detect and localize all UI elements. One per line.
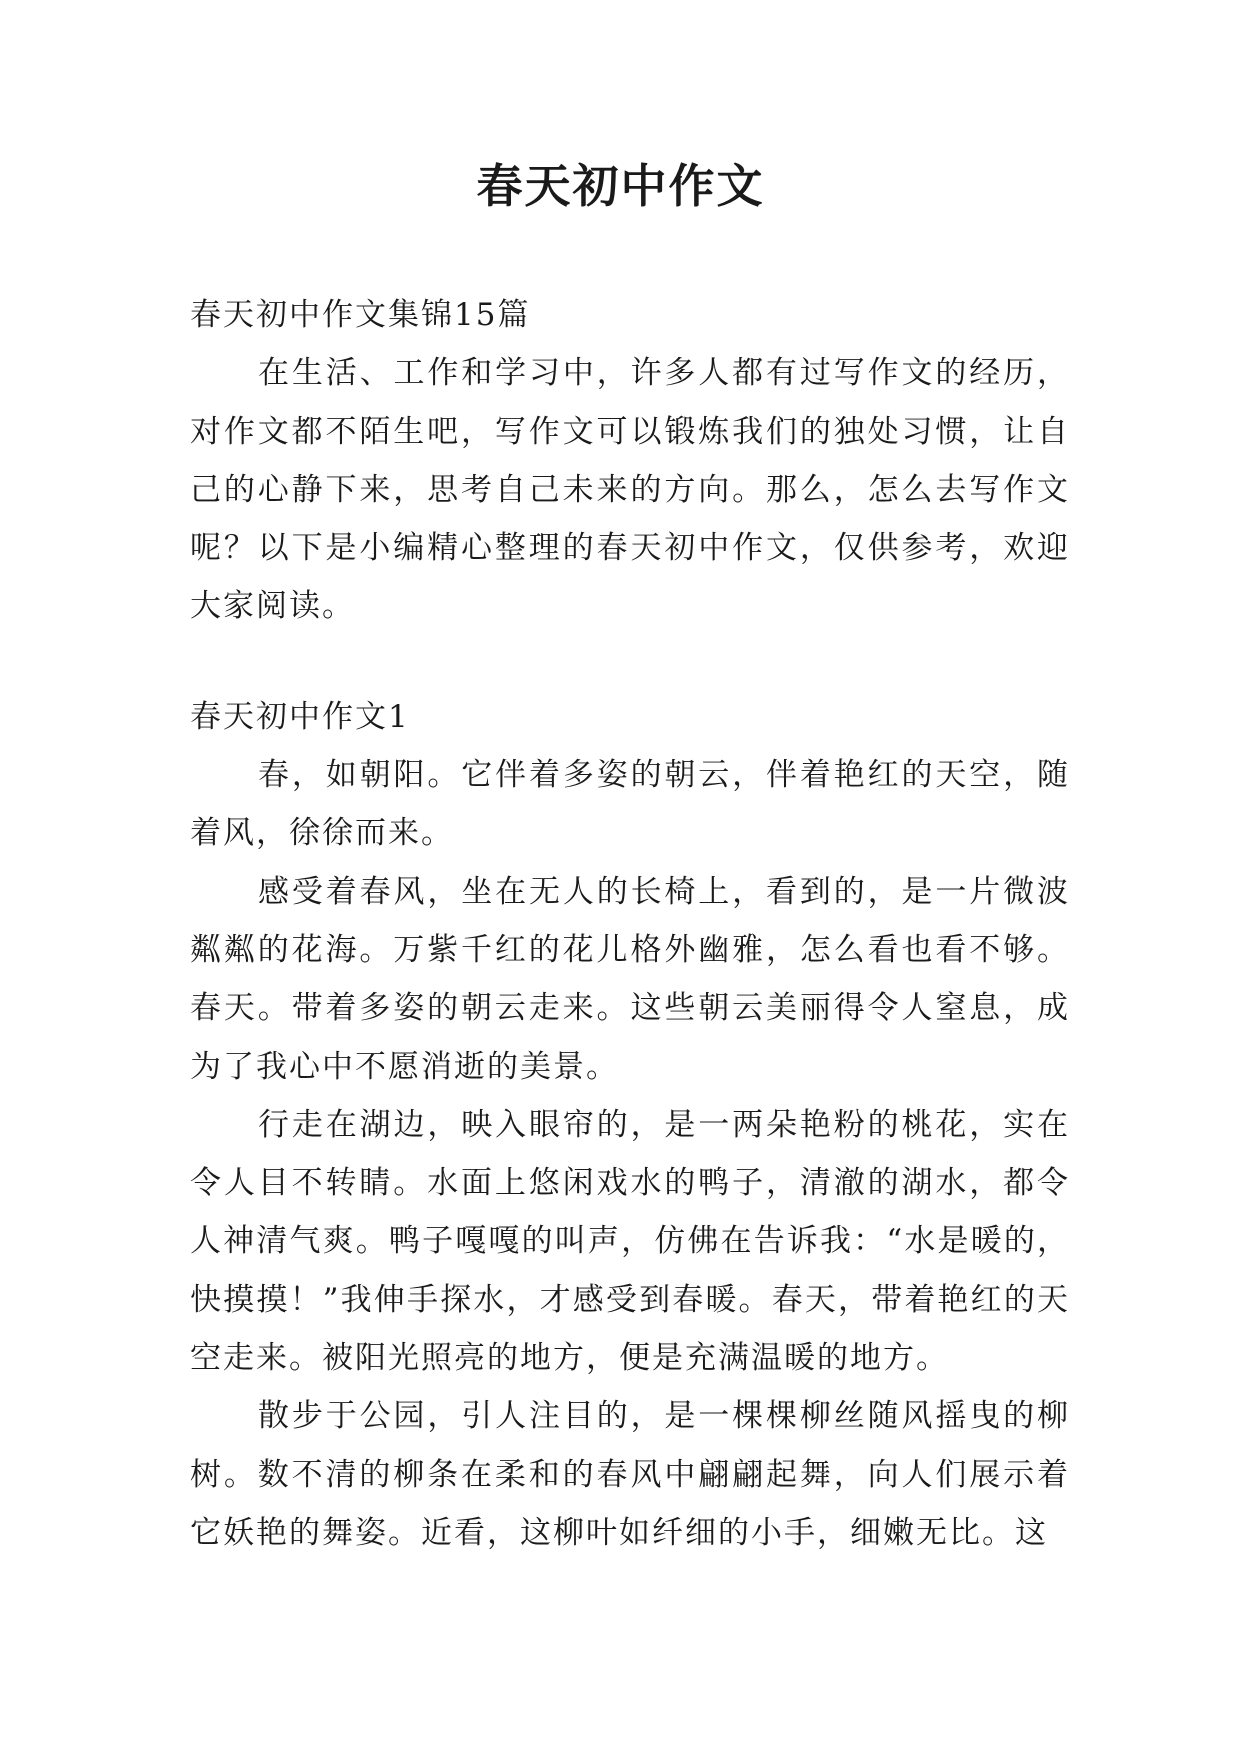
section-spacer — [190, 636, 1070, 688]
essay-1-paragraph-1: 春，如朝阳。它伴着多姿的朝云，伴着艳红的天空，随着风，徐徐而来。 — [190, 757, 1070, 852]
essay-1-paragraph-4: 散步于公园，引人注目的，是一棵棵柳丝随风摇曳的柳树。数不清的柳条在柔和的春风中翩翩起舞，向人们展示着它妖艳的舞姿。近看，这柳叶如纤细的小手，细嫩无比。这 — [190, 1398, 1070, 1551]
essay-1-heading: 春天初中作文1 — [190, 698, 410, 735]
collection-subtitle: 春天初中作文集锦15篇 — [190, 297, 531, 333]
essay-1-paragraph-2: 感受着春风，坐在无人的长椅上，看到的，是一片微波粼粼的花海。万紫千红的花儿格外幽雅，怎么看也看不够。春天。带着多姿的朝云走来。这些朝云美丽得令人窒息，成为了我心中不愿消逝的美景。 — [190, 873, 1070, 1085]
document-title: 春天初中作文 — [476, 159, 765, 213]
essay-1-paragraph-3: 行走在湖边，映入眼帘的，是一两朵艳粉的桃花，实在令人目不转睛。水面上悠闲戏水的鸭子，清澈的湖水，都令人神清气爽。鸭子嘎嘎的叫声，仿佛在告诉我：“水是暖的，快摸摸！”我伸手探水，才感受到春暖。春天，带着艳红的天空走来。被阳光照亮的地方，便是充满温暖的地方。 — [190, 1106, 1070, 1377]
document-body — [190, 286, 1070, 1562]
intro-paragraph: 在生活、工作和学习中，许多人都有过写作文的经历，对作文都不陌生吧，写作文可以锻炼我们的独处习惯，让自己的心静下来，思考自己未来的方向。那么，怎么去写作文呢？以下是小编精心整理的春天初中作文，仅供参考，欢迎大家阅读。 — [190, 355, 1070, 625]
